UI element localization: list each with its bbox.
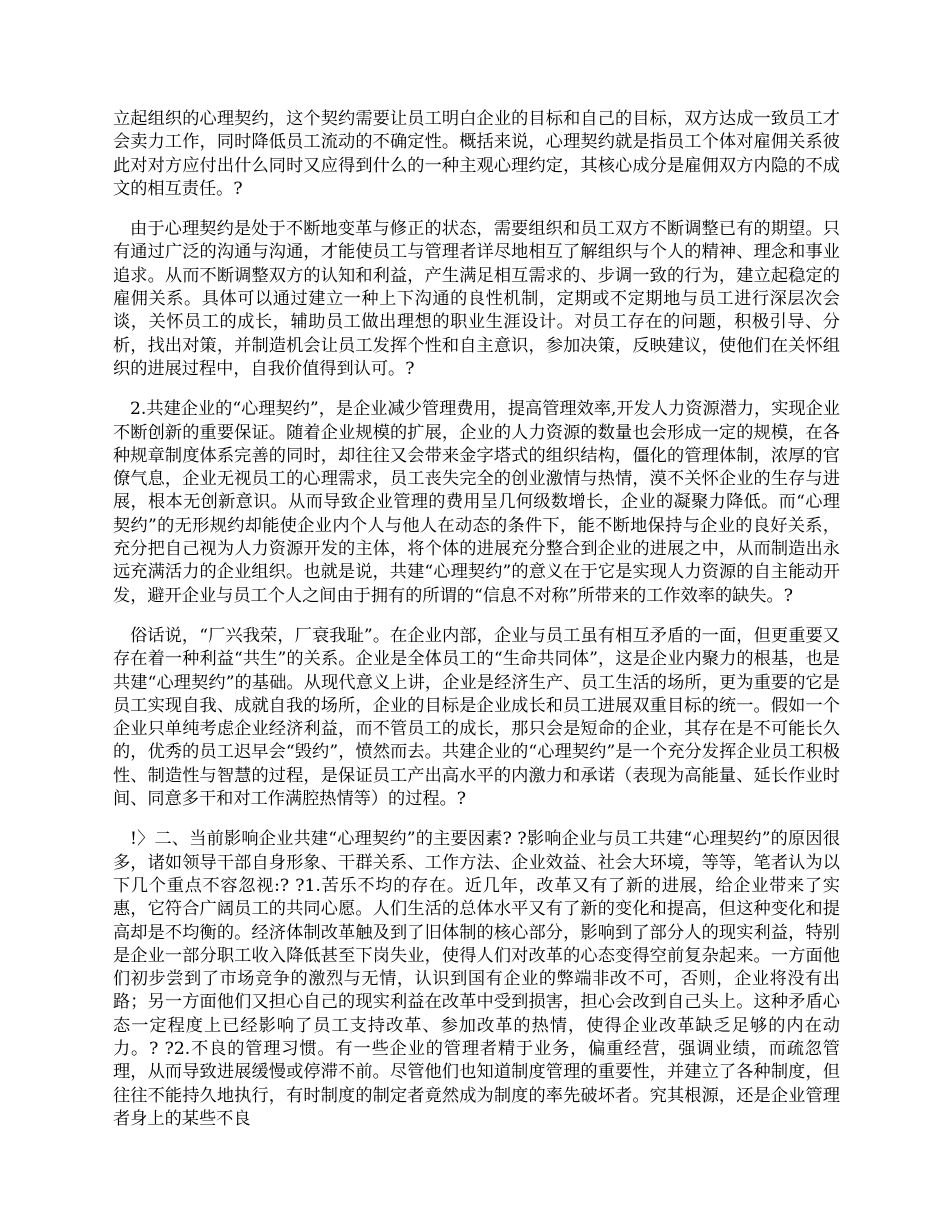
- paragraph-4: 俗话说，“厂兴我荣，厂衰我耻”。在企业内部，企业与员工虽有相互矛盾的一面，但更重要又存在着一种利益“共生”的关系。企业是全体员工的“生命共同体”，这是企业内聚力的根基，也是共建“心理契约”的基础。从现代意义上讲，企业是经济生产、员工生活的场所，更为重要的它是员工实现自我、成就自我的场所，企业的目标是企业成长和员工进展双重目标的统一。假如一个企业只单纯考虑企业经济利益，而不管员工的成长，那只会是短命的企业，其存在是不可能长久的，优秀的员工迟早会“毁约”，愤然而去。共建企业的“心理契约”是一个充分发挥企业员工积极性、制造性与智慧的过程，是保证员工产出高水平的内激力和承诺（表现为高能量、延长作业时间、同意多干和对工作满腔热情等）的过程。?: [113, 625, 840, 810]
- document-page: [113, 108, 840, 1148]
- paragraph-2: 由于心理契约是处于不断地变革与修正的状态，需要组织和员工双方不断调整已有的期望。只有通过广泛的沟通与沟通，才能使员工与管理者详尽地相互了解组织与个人的精神、理念和事业追求。从而不断调整双方的认知和利益，产生满足相互需求的、步调一致的行为，建立起稳定的雇佣关系。具体可以通过建立一种上下沟通的良性机制，定期或不定期地与员工进行深层次会谈，关怀员工的成长，辅助员工做出理想的职业生涯设计。对员工存在的问题，积极引导、分析，找出对策，并制造机会让员工发挥个性和自主意识，参加决策，反映建议，使他们在关怀组织的进展过程中，自我价值得到认可。?: [113, 219, 840, 379]
- paragraph-1: 立起组织的心理契约，这个契约需要让员工明白企业的目标和自己的目标，双方达成一致员工才会卖力工作，同时降低员工流动的不确定性。概括来说，心理契约就是指员工个体对雇佣关系彼此对对方应付出什么同时又应得到什么的一种主观心理约定，其核心成分是雇佣双方内隐的不成文的相互责任。?: [113, 109, 840, 199]
- paragraph-5: !〉二、当前影响企业共建“心理契约”的主要因素? ?影响企业与员工共建“心理契约”的原因很多，诸如领导干部自身形象、干群关系、工作方法、企业效益、社会大环境，等等，笔者认为以下几个重点不容忽视:? ?1.苦乐不均的存在。近几年，改革又有了新的进展，给企业带来了实惠，它符合广阔员工的共同心愿。人们生活的总体水平又有了新的变化和提高，但这种变化和提高却是不均衡的。经济体制改革触及到了旧体制的核心部分，影响到了部分人的现实利益，特别是企业一部分职工收入降低甚至下岗失业，使得人们对改革的心态变得空前复杂起来。一方面他们初步尝到了市场竞争的激烈与无情，认识到国有企业的弊端非改不可，否则，企业将没有出路；另一方面他们又担心自己的现实利益在改革中受到损害，担心会改到自己头上。这种矛盾心态一定程度上已经影响了员工支持改革、参加改革的热情，使得企业改革缺乏足够的内在动力。? ?2.不良的管理习惯。有一些企业的管理者精于业务，偏重经营，强调业绩，而疏忽管理，从而导致进展缓慢或停滞不前。尽管他们也知道制度管理的重要性，并建立了各种制度，但往往不能持久地执行，有时制度的制定者竟然成为制度的率先破坏者。究其根源，还是企业管理者身上的某些不良: [113, 829, 840, 1129]
- paragraph-3: 2.共建企业的“心理契约”，是企业减少管理费用，提高管理效率,开发人力资源潜力，实现企业不断创新的重要保证。随着企业规模的扩展，企业的人力资源的数量也会形成一定的规模，在各种规章制度体系完善的同时，却往往又会带来金字塔式的组织结构，僵化的管理体制，浓厚的官僚气息，企业无视员工的心理需求，员工丧失完全的创业激情与热情，漠不关怀企业的生存与进展，根本无创新意识。从而导致企业管理的费用呈几何级数增长，企业的凝聚力降低。而“心理契约”的无形规约却能使企业内个人与他人在动态的条件下，能不断地保持与企业的良好关系，充分把自己视为人力资源开发的主体，将个体的进展充分整合到企业的进展之中，从而制造出永远充满活力的企业组织。也就是说，共建“心理契约”的意义在于它是实现人力资源的自主能动开发，避开企业与员工个人之间由于拥有的所谓的“信息不对称”所带来的工作效率的缺失。?: [113, 399, 840, 606]
